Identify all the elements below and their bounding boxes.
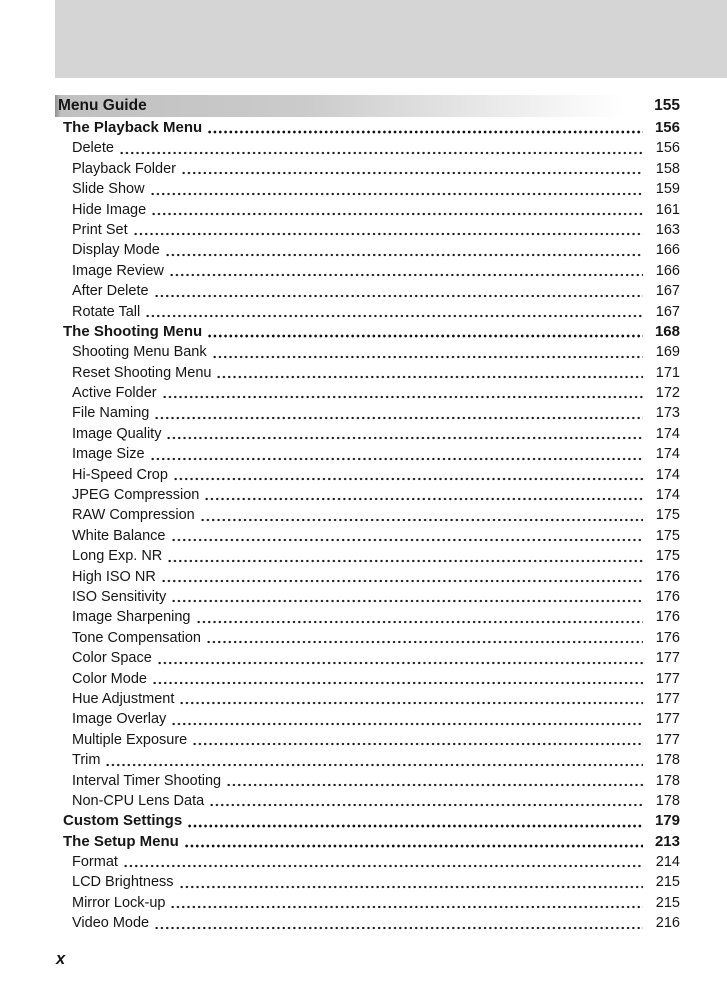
dot-leader <box>150 192 643 196</box>
dot-leader <box>207 334 643 338</box>
dot-leader <box>169 273 643 277</box>
toc-entry-page: 156 <box>654 119 680 136</box>
toc-entry-page: 176 <box>655 609 680 626</box>
section-page-number: 155 <box>654 97 680 114</box>
dot-leader <box>171 722 643 726</box>
toc-row[interactable] <box>55 648 680 668</box>
toc-entry-page: 177 <box>655 650 680 667</box>
toc-entry-page: 175 <box>655 527 680 544</box>
toc-entry-label: Multiple Exposure <box>72 731 188 748</box>
dot-leader <box>161 579 643 583</box>
toc-row[interactable] <box>55 526 680 546</box>
toc-entry-label: LCD Brightness <box>72 874 174 891</box>
toc-entry-label: Reset Shooting Menu <box>72 364 212 381</box>
toc-entry-page: 173 <box>655 405 680 422</box>
toc-row[interactable] <box>55 730 680 750</box>
toc-entry-page: 163 <box>655 221 680 238</box>
toc-entry-page: 215 <box>655 894 680 911</box>
dot-leader <box>165 253 643 257</box>
toc-entry-label: White Balance <box>72 527 166 544</box>
toc-row[interactable] <box>55 750 680 770</box>
toc-entry-page: 175 <box>655 507 680 524</box>
toc-row[interactable] <box>55 771 680 791</box>
toc-entry-label: The Setup Menu <box>63 832 179 850</box>
dot-leader <box>123 864 643 868</box>
toc-entry-label: Image Quality <box>72 425 162 442</box>
dot-leader <box>154 926 643 930</box>
dot-leader <box>151 212 643 216</box>
toc-entry-page: 177 <box>655 670 680 687</box>
toc-row[interactable] <box>55 607 680 627</box>
toc-entry-page: 172 <box>655 385 680 402</box>
toc-entry-page: 177 <box>655 690 680 707</box>
toc-entry-label: Hide Image <box>72 201 147 218</box>
toc-row[interactable] <box>55 567 680 587</box>
toc-entry-label: Interval Timer Shooting <box>72 772 222 789</box>
dot-leader <box>179 701 643 705</box>
dot-leader <box>170 905 643 909</box>
toc-entry-label: Hi-Speed Crop <box>72 466 168 483</box>
toc-entry-label: Image Sharpening <box>72 609 191 626</box>
toc-entry-page: 176 <box>655 568 680 585</box>
toc-entry-page: 166 <box>655 262 680 279</box>
toc-entry-label: The Shooting Menu <box>63 322 203 340</box>
toc-entry-label: ISO Sensitivity <box>72 588 167 605</box>
toc-entry-label: After Delete <box>72 283 149 300</box>
toc-row[interactable] <box>55 669 680 689</box>
toc-entry-label: Print Set <box>72 221 128 238</box>
toc-row[interactable] <box>55 505 680 525</box>
toc-entry-page: 174 <box>655 425 680 442</box>
toc-entry-label: High ISO NR <box>72 568 156 585</box>
toc-entry-label: Color Mode <box>72 670 147 687</box>
dot-leader <box>184 844 643 848</box>
toc-row[interactable] <box>55 159 680 179</box>
toc-entry-label: RAW Compression <box>72 507 195 524</box>
dot-leader <box>181 171 643 175</box>
section-title: Menu Guide <box>58 97 147 114</box>
dot-leader <box>167 559 643 563</box>
dot-leader <box>204 497 643 501</box>
dot-leader <box>119 151 643 155</box>
toc-entry-page: 161 <box>655 201 680 218</box>
toc-entry-page: 169 <box>655 344 680 361</box>
dot-leader <box>207 130 643 134</box>
toc-entry-label: Playback Folder <box>72 160 176 177</box>
dot-leader <box>226 783 643 787</box>
toc-entry-page: 174 <box>655 466 680 483</box>
toc-row[interactable] <box>55 546 680 566</box>
toc-entry-label: Custom Settings <box>63 812 183 830</box>
toc-row[interactable] <box>55 811 680 831</box>
dot-leader <box>216 375 643 379</box>
toc-entry-label: Tone Compensation <box>72 629 201 646</box>
toc-entry-page: 158 <box>655 160 680 177</box>
toc-entry-page: 159 <box>655 181 680 198</box>
toc-row[interactable] <box>55 465 680 485</box>
toc-entry-label: Hue Adjustment <box>72 690 175 707</box>
toc-entry-label: Delete <box>72 140 114 157</box>
dot-leader <box>150 457 643 461</box>
dot-leader <box>196 620 644 624</box>
toc-entry-label: Image Overlay <box>72 711 167 728</box>
toc-row[interactable] <box>55 485 680 505</box>
dot-leader <box>133 232 643 236</box>
toc-entry-page: 176 <box>655 588 680 605</box>
toc-row[interactable] <box>55 872 680 892</box>
toc-entry-page: 156 <box>655 140 680 157</box>
dot-leader <box>105 763 643 767</box>
toc-row[interactable] <box>55 240 680 260</box>
toc-entry-label: Active Folder <box>72 385 157 402</box>
toc-entry-label: Slide Show <box>72 181 145 198</box>
toc-row[interactable] <box>55 913 680 933</box>
toc-row[interactable] <box>55 363 680 383</box>
toc-row[interactable] <box>55 138 680 158</box>
dot-leader <box>212 355 643 359</box>
toc-row[interactable] <box>55 261 680 281</box>
toc-row[interactable] <box>55 832 680 852</box>
dot-leader <box>209 803 643 807</box>
toc-row[interactable] <box>55 791 680 811</box>
dot-leader <box>171 599 643 603</box>
toc-row[interactable] <box>55 383 680 403</box>
toc-entry-label: Mirror Lock-up <box>72 894 166 911</box>
toc-content <box>55 95 680 934</box>
toc-entry-label: Color Space <box>72 650 152 667</box>
toc-row[interactable] <box>55 424 680 444</box>
toc-entry-label: Display Mode <box>72 242 160 259</box>
toc-row[interactable] <box>55 200 680 220</box>
toc-entry-page: 178 <box>655 752 680 769</box>
dot-leader <box>162 395 643 399</box>
dot-leader <box>200 518 643 522</box>
toc-entry-page: 177 <box>655 731 680 748</box>
toc-entry-page: 216 <box>655 915 680 932</box>
dot-leader <box>173 477 643 481</box>
toc-entry-label: Video Mode <box>72 915 150 932</box>
dot-leader <box>171 538 644 542</box>
toc-entry-page: 166 <box>655 242 680 259</box>
toc-entry-page: 177 <box>655 711 680 728</box>
toc-entry-label: File Naming <box>72 405 150 422</box>
dot-leader <box>157 661 643 665</box>
toc-entry-page: 215 <box>655 874 680 891</box>
toc-entry-page: 179 <box>654 812 680 830</box>
dot-leader <box>166 436 643 440</box>
toc-entry-page: 178 <box>655 792 680 809</box>
folio-page-number: x <box>56 950 66 968</box>
toc-entry-label: Image Size <box>72 446 145 463</box>
toc-row[interactable] <box>55 689 680 709</box>
dot-leader <box>154 416 643 420</box>
toc-row[interactable] <box>55 587 680 607</box>
toc-entry-page: 178 <box>655 772 680 789</box>
toc-row[interactable] <box>55 220 680 240</box>
toc-entry-page: 171 <box>655 364 680 381</box>
toc-entry-label: Image Review <box>72 262 164 279</box>
toc-row[interactable] <box>55 403 680 423</box>
toc-row[interactable] <box>55 302 680 322</box>
toc-row[interactable] <box>55 444 680 464</box>
toc-entry-page: 167 <box>655 303 680 320</box>
toc-row[interactable] <box>55 118 680 138</box>
toc-entry-page: 167 <box>655 283 680 300</box>
toc-entry-label: Non-CPU Lens Data <box>72 792 205 809</box>
toc-entry-page: 213 <box>654 832 680 850</box>
toc-entry-label: Trim <box>72 752 101 769</box>
toc-row[interactable] <box>55 893 680 913</box>
dot-leader <box>206 640 643 644</box>
dot-leader <box>145 314 643 318</box>
toc-entry-page: 175 <box>655 548 680 565</box>
toc-row[interactable] <box>55 281 680 301</box>
toc-entry-label: The Playback Menu <box>63 119 203 136</box>
toc-entry-page: 174 <box>655 446 680 463</box>
toc-row[interactable] <box>55 322 680 342</box>
toc-entry-page: 168 <box>654 322 680 340</box>
toc-row[interactable] <box>55 852 680 872</box>
dot-leader <box>152 681 643 685</box>
chapter-tab-band <box>55 0 727 78</box>
table-of-contents <box>55 118 680 934</box>
toc-row[interactable] <box>55 342 680 362</box>
toc-entry-label: Format <box>72 854 118 871</box>
toc-entry-label: JPEG Compression <box>72 487 200 504</box>
toc-entry-label: Shooting Menu Bank <box>72 344 207 361</box>
dot-leader <box>192 742 643 746</box>
toc-row[interactable] <box>55 628 680 648</box>
toc-entry-label: Rotate Tall <box>72 303 141 320</box>
toc-row[interactable] <box>55 709 680 729</box>
dot-leader <box>187 824 643 828</box>
section-header <box>55 95 680 117</box>
toc-entry-page: 214 <box>655 854 680 871</box>
toc-row[interactable] <box>55 179 680 199</box>
toc-entry-page: 176 <box>655 629 680 646</box>
toc-entry-page: 174 <box>655 487 680 504</box>
toc-entry-label: Long Exp. NR <box>72 548 163 565</box>
dot-leader <box>154 294 643 298</box>
dot-leader <box>179 885 643 889</box>
